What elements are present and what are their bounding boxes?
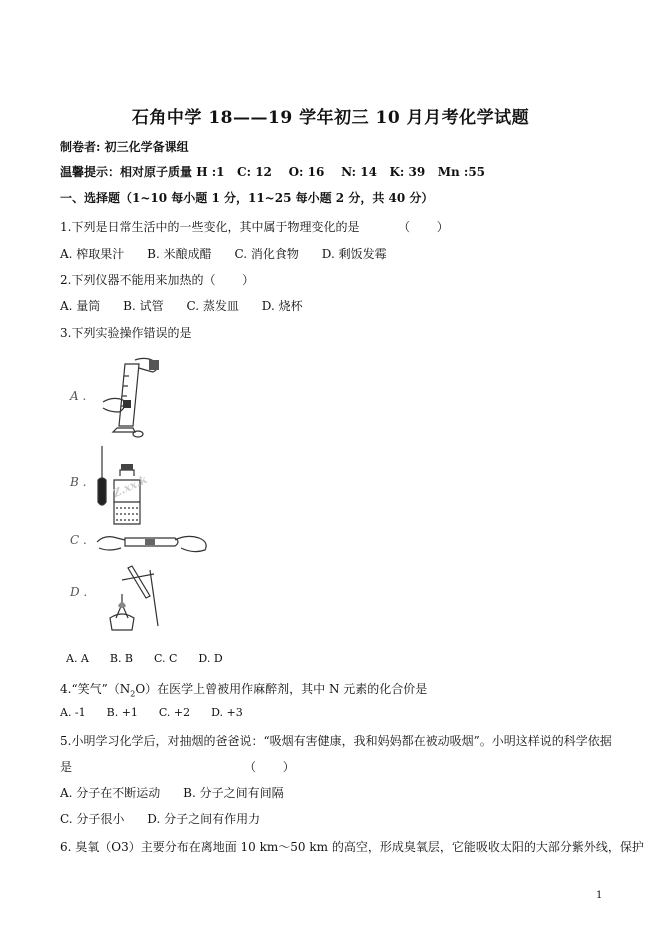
figure-c-test-tube-illustration xyxy=(95,528,215,558)
question-5-options-row2: C. 分子很小 D. 分子之间有作用力 xyxy=(60,812,261,826)
page-number: 1 xyxy=(596,890,603,901)
figure-a-cylinder-illustration xyxy=(95,356,175,446)
question-4-stem xyxy=(60,680,427,698)
question-2-options: A. 量筒 B. 试管 C. 蒸发皿 D. 烧杯 xyxy=(60,299,303,313)
question-3-stem: 3.下列实验操作错误的是 xyxy=(60,326,192,340)
figure-label-b: B . xyxy=(70,475,87,489)
question-3-options: A. A B. B C. C D. D xyxy=(66,652,223,665)
question-1-options: A. 榨取果汁 B. 米酿成醋 C. 消化食物 D. 剩饭发霉 xyxy=(60,247,387,261)
page-title: 石角中学 18——19 学年初三 10 月月考化学试题 xyxy=(131,108,530,128)
hint-prefix: 温馨提示：相对原子质量 xyxy=(60,165,193,179)
hint-values: H :1 C: 12 O: 16 N: 14 K: 39 Mn :55 xyxy=(196,165,486,179)
question-5-stem: 5.小明学习化学后，对抽烟的爸爸说：“吸烟有害健康，我和妈妈都在被动吸烟”。小明这样说的科学依据 xyxy=(60,734,612,748)
question-5-cont: 是 xyxy=(60,760,73,774)
figure-d-alcohol-lamp-illustration xyxy=(92,560,172,638)
section-heading: 一、选择题（1~10 每小题 1 分，11~25 每小题 2 分，共 40 分） xyxy=(60,191,434,205)
question-5-options-row1: A. 分子在不断运动 B. 分子之间有间隔 xyxy=(60,786,284,800)
question-1-stem: 1.下列是日常生活中的一些变化，其中属于物理变化的是 xyxy=(60,220,360,234)
question-4-stem-a: 4.“笑气”（N xyxy=(60,682,131,696)
hint-line xyxy=(60,163,485,180)
question-5-paren: （ ） xyxy=(244,760,295,774)
figure-label-a: A . xyxy=(70,389,87,403)
watermark: Z.xx.k xyxy=(110,472,150,501)
question-4-options: A. -1 B. +1 C. +2 D. +3 xyxy=(60,706,243,719)
question-4-stem-b: O）在医学上曾被用作麻醉剂，其中 N 元素的化合价是 xyxy=(135,682,428,696)
question-6-stem: 6. 臭氧（O3）主要分布在离地面 10 km～50 km 的高空，形成臭氧层，它能吸收太阳的大部分紫外线，保护 xyxy=(60,840,644,854)
question-2-stem: 2.下列仪器不能用来加热的（ ） xyxy=(60,273,255,287)
author-line: 制卷者: 初三化学备课组 xyxy=(60,140,189,154)
question-1-paren: （ ） xyxy=(398,220,449,234)
question-4-subscript: 2 xyxy=(130,689,136,699)
figure-label-d: D . xyxy=(70,585,88,599)
figure-label-c: C . xyxy=(70,533,87,547)
